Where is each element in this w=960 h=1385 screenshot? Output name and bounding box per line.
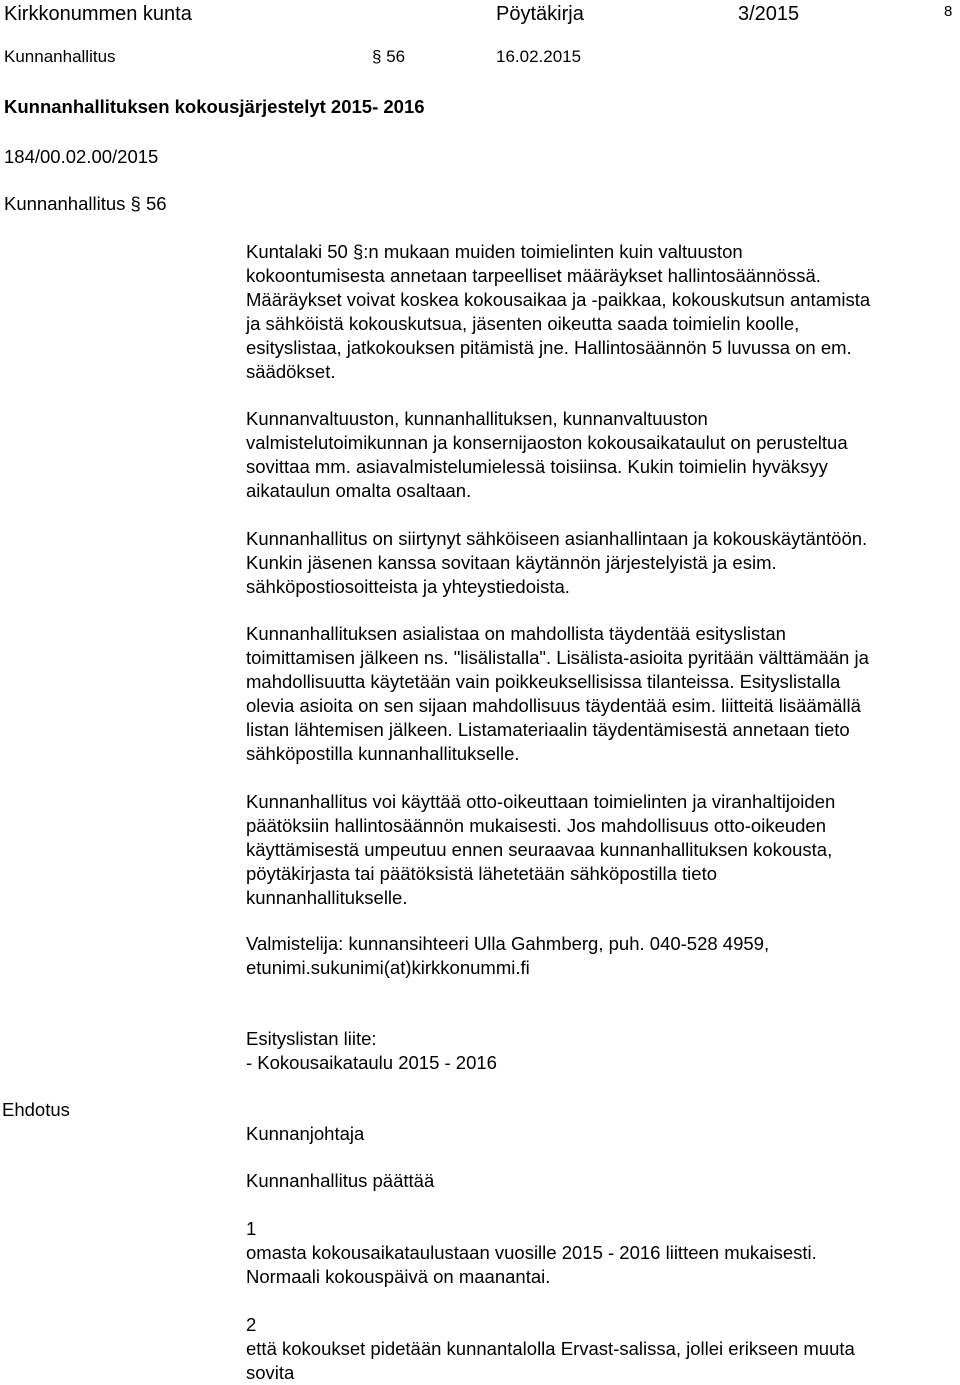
matter-title: Kunnanhallituksen kokousjärjestelyt 2015- 2016: [4, 96, 425, 117]
proposal-item-number: 1: [246, 1218, 257, 1239]
diary-number: 184/00.02.00/2015: [4, 146, 159, 167]
attachment-item: - Kokousaikataulu 2015 - 2016: [246, 1052, 497, 1073]
paragraph-2: Kunnanvaltuuston, kunnanhallituksen, kunnanvaltuuston valmistelutoimikunnan ja konsernijaoston kokousaikataulut on perusteltua sovittaa mm. asiavalmistelumielessä toisiinsa. Kukin toimielin hyväksyy aikataulun omalta osaltaan.: [246, 408, 848, 501]
proposal-presenter: Kunnanjohtaja: [246, 1123, 365, 1144]
paragraph-4: Kunnanhallituksen asialistaa on mahdollista täydentää esityslistan toimittamisen jälkeen ns. "lisälistalla". Lisälista-asioita pyritään välttämään ja mahdollisuutta käytetään vain poikkeuksellisissa tilanteissa. Esityslistalla olevia asioita on sen sijaan mahdollisuus täydentää esim. liitteitä lisäämällä listan lähtemisen jälkeen. Listamateriaalin täydentämisestä annetaan tieto sähköpostilla kunnanhallitukselle.: [246, 623, 869, 764]
proposal-decides: Kunnanhallitus päättää: [246, 1170, 435, 1191]
attachment-label: Esityslistan liite:: [246, 1028, 377, 1049]
meeting-body: Kunnanhallitus: [4, 47, 116, 66]
preparer-contact: Valmistelija: kunnansihteeri Ulla Gahmberg, puh. 040-528 4959, etunimi.sukunimi(at)kirkkonummi.fi: [246, 933, 770, 978]
attachment-block: [246, 1027, 951, 1075]
paragraph-3: Kunnanhallitus on siirtynyt sähköiseen asianhallintaan ja kokouskäytäntöön. Kunkin jäsenen kanssa sovitaan käytännön järjestelyistä ja esim. sähköpostiosoitteista ja yhteystiedoista.: [246, 528, 868, 597]
document-type: Pöytäkirja: [496, 3, 584, 25]
section-label: Kunnanhallitus § 56: [4, 193, 167, 214]
proposal-item-1: 1 omasta kokousaikataulustaan vuosille 2015 - 2016 liitteen mukaisesti. Normaali kokouspäivä on maanantai.: [246, 1217, 951, 1289]
proposal-label: Ehdotus: [2, 1099, 70, 1120]
paragraph-1: Kuntalaki 50 §:n mukaan muiden toimielinten kuin valtuuston kokoontumisesta annetaan tarpeelliset määräykset hallintosäännössä. Määräykset voivat koskea kokousaikaa ja -paikkaa, kokouskutsun antamista ja sähköistä kokouskutsua, jäsenten oikeutta saada toimielin koolle, esityslistaa, jatkokouksen pitämistä jne. Hallintosäännön 5 luvussa on em. säädökset.: [246, 241, 871, 382]
header-section-number: 56: [386, 47, 406, 66]
page-number: 8: [944, 3, 953, 20]
meeting-date: 16.02.2015: [496, 47, 582, 66]
municipality-name: Kirkkonummen kunta: [4, 3, 192, 25]
proposal-item-number: 2: [246, 1314, 257, 1335]
paragraph-5: Kunnanhallitus voi käyttää otto-oikeuttaan toimielinten ja viranhaltijoiden päätöksiin hallintosäännön mukaisesti. Jos mahdollisuus otto-oikeuden käyttämisestä umpeutuu ennen seuraavaa kunnanhallituksen kokousta, pöytäkirjasta tai päätöksistä lähetetään sähköpostilla tieto kunnanhallitukselle.: [246, 791, 836, 908]
header-section: § 56: [372, 47, 406, 66]
document-number: 3/2015: [738, 3, 800, 25]
proposal-item-2: 2 että kokoukset pidetään kunnantalolla Ervast-salissa, jollei erikseen muuta sovita: [246, 1313, 951, 1385]
